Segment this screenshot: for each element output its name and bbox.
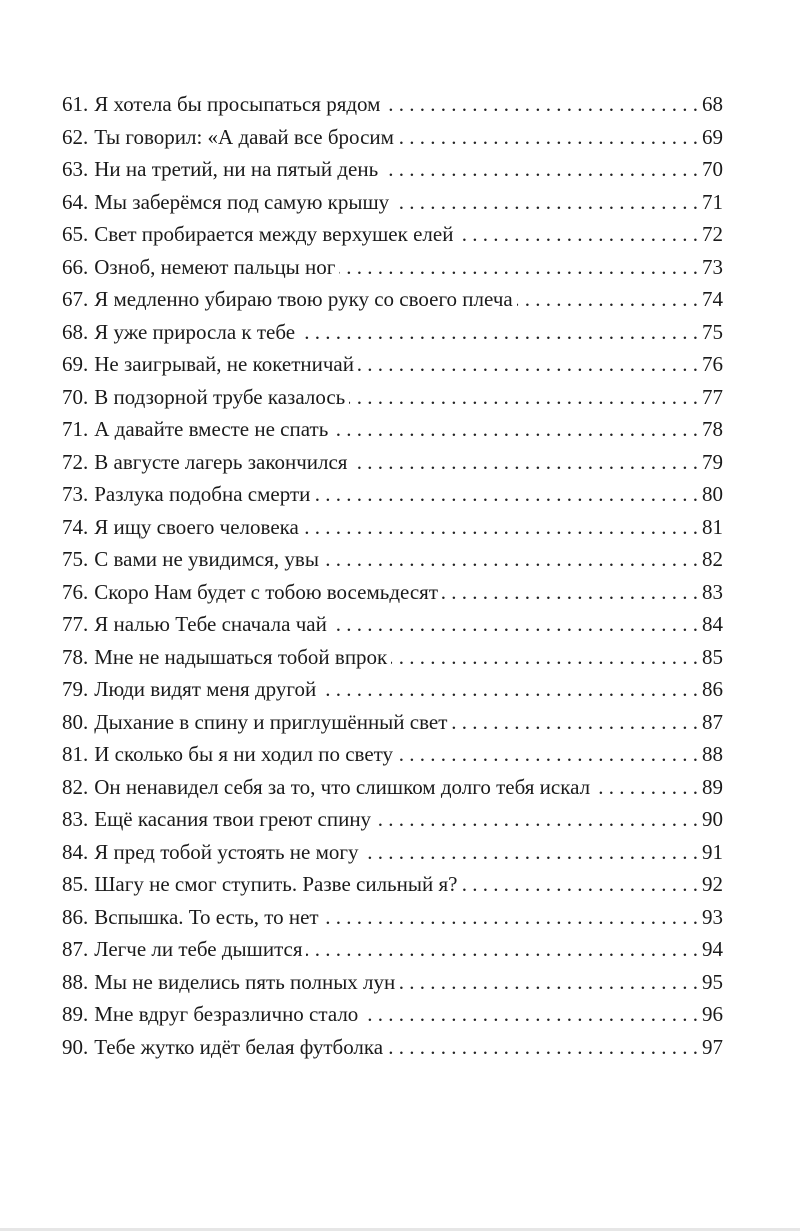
entry-page-number: 97: [702, 1034, 723, 1059]
toc-entry[interactable]: [62, 218, 723, 251]
toc-entry[interactable]: [62, 121, 723, 154]
entry-page-number: 94: [702, 937, 723, 961]
entry-page-number: 77: [702, 384, 723, 409]
dot-leader: [382, 153, 698, 186]
dot-leader: [451, 706, 698, 739]
entry-page-number: 89: [702, 774, 723, 799]
toc-entry[interactable]: [62, 316, 723, 349]
entry-number: 86.: [62, 904, 89, 929]
toc-entry[interactable]: [62, 153, 723, 186]
dot-leader: [306, 933, 698, 966]
entry-page-number: 76: [702, 352, 723, 376]
dot-leader: [332, 413, 698, 446]
toc-entry[interactable]: [62, 283, 723, 316]
entry-title: Разлука подобна смерти: [94, 482, 311, 506]
entry-title: Ещё касания твои греют спину: [94, 807, 372, 831]
entry-title: Шагу не смог ступить. Разве сильный я?: [94, 872, 458, 896]
dot-leader: [461, 868, 698, 901]
entry-title: Дыхание в спину и приглушённый свет: [94, 709, 448, 734]
entry-page-number: 80: [702, 482, 723, 506]
toc-entry[interactable]: [62, 998, 723, 1031]
toc-entry[interactable]: [62, 706, 723, 739]
entry-number: 80.: [62, 709, 89, 734]
toc-entry[interactable]: [62, 608, 723, 641]
toc-entry[interactable]: [62, 771, 723, 804]
entry-page-number: 95: [702, 969, 723, 994]
entry-title: Мне не надышаться тобой впрок: [94, 644, 388, 669]
entry-number: 75.: [62, 547, 89, 571]
toc-entry[interactable]: [62, 836, 723, 869]
entry-page-number: 73: [702, 254, 723, 279]
toc-entry[interactable]: [62, 88, 723, 121]
entry-title: Люди видят меня другой: [94, 677, 317, 701]
dot-leader: [349, 381, 698, 414]
toc-entry[interactable]: [62, 446, 723, 479]
entry-title: И сколько бы я ни ходил по свету: [94, 742, 394, 766]
entry-page-number: 88: [702, 742, 723, 766]
dot-leader: [391, 641, 698, 674]
dot-leader: [399, 966, 698, 999]
entry-number: 79.: [62, 677, 89, 701]
entry-number: 81.: [62, 742, 89, 766]
dot-leader: [363, 836, 699, 869]
toc-entry[interactable]: [62, 933, 723, 966]
entry-page-number: 79: [702, 449, 723, 474]
toc-entry[interactable]: [62, 673, 723, 706]
toc-entry[interactable]: [62, 478, 723, 511]
toc-entry[interactable]: [62, 511, 723, 544]
entry-page-number: 83: [702, 579, 723, 604]
entry-number: 73.: [62, 482, 89, 506]
toc-entry[interactable]: [62, 251, 723, 284]
entry-number: 61.: [62, 92, 89, 116]
toc-entry[interactable]: [62, 641, 723, 674]
entry-number: 78.: [62, 644, 89, 669]
entry-page-number: 81: [702, 514, 723, 539]
entry-title: А давайте вместе не спать: [94, 417, 329, 441]
entry-title: Я ищу своего человека: [94, 514, 299, 539]
entry-title: Скоро Нам будет с тобою восемьдесят: [94, 579, 439, 604]
entry-number: 66.: [62, 254, 89, 279]
dot-leader: [594, 771, 698, 804]
entry-number: 64.: [62, 189, 89, 214]
entry-page-number: 85: [702, 644, 723, 669]
dot-leader: [393, 186, 698, 219]
toc-entry[interactable]: [62, 576, 723, 609]
toc-entry[interactable]: [62, 868, 723, 901]
entry-page-number: 87: [702, 709, 723, 734]
entry-number: 67.: [62, 287, 89, 311]
entry-title: Я пред тобой устоять не могу: [94, 839, 359, 864]
entry-number: 85.: [62, 872, 89, 896]
dot-leader: [375, 803, 698, 836]
entry-number: 76.: [62, 579, 89, 604]
dot-leader: [398, 121, 698, 154]
toc-entry[interactable]: [62, 1031, 723, 1064]
entry-number: 83.: [62, 807, 89, 831]
entry-title: Я уже приросла к тебе: [94, 319, 296, 344]
entry-number: 74.: [62, 514, 89, 539]
entry-number: 88.: [62, 969, 89, 994]
entry-number: 72.: [62, 449, 89, 474]
dot-leader: [320, 673, 698, 706]
dot-leader: [351, 446, 698, 479]
entry-number: 62.: [62, 124, 89, 149]
entry-page-number: 69: [702, 124, 723, 149]
dot-leader: [358, 348, 698, 381]
entry-page-number: 68: [702, 92, 723, 116]
entry-title: Свет пробирается между верхушек елей: [94, 222, 454, 246]
toc-entry[interactable]: [62, 413, 723, 446]
toc-entry[interactable]: [62, 803, 723, 836]
entry-title: В подзорной трубе казалось: [94, 384, 346, 409]
table-of-contents: [62, 88, 723, 1063]
toc-entry[interactable]: [62, 738, 723, 771]
toc-entry[interactable]: [62, 966, 723, 999]
entry-page-number: 90: [702, 807, 723, 831]
entry-title: Вспышка. То есть, то нет: [94, 904, 319, 929]
dot-leader: [323, 543, 698, 576]
entry-page-number: 91: [702, 839, 723, 864]
entry-title: Мы не виделись пять полных лун: [94, 969, 396, 994]
entry-title: Мы заберёмся под самую крышу: [94, 189, 390, 214]
toc-entry[interactable]: [62, 381, 723, 414]
dot-leader: [331, 608, 698, 641]
entry-title: Озноб, немеют пальцы ног: [94, 254, 336, 279]
entry-number: 87.: [62, 937, 89, 961]
entry-title: Я налью Тебе сначала чай: [94, 612, 327, 636]
dot-leader: [323, 901, 698, 934]
entry-page-number: 92: [702, 872, 723, 896]
entry-number: 65.: [62, 222, 89, 246]
entry-number: 89.: [62, 1002, 89, 1026]
entry-title: Ты говорил: «А давай все бросим: [94, 124, 394, 149]
entry-title: Тебе жутко идёт белая футболка: [94, 1034, 384, 1059]
entry-number: 82.: [62, 774, 89, 799]
entry-title: В августе лагерь закончился: [94, 449, 348, 474]
dot-leader: [397, 738, 698, 771]
entry-title: Он ненавидел себя за то, что слишком долго тебя искал: [94, 774, 591, 799]
entry-number: 70.: [62, 384, 89, 409]
dot-leader: [517, 283, 698, 316]
entry-page-number: 72: [702, 222, 723, 246]
dot-leader: [303, 511, 698, 544]
toc-entry[interactable]: [62, 186, 723, 219]
entry-page-number: 71: [702, 189, 723, 214]
entry-number: 63.: [62, 157, 89, 181]
dot-leader: [384, 88, 698, 121]
entry-number: 90.: [62, 1034, 89, 1059]
dot-leader: [457, 218, 698, 251]
entry-page-number: 70: [702, 157, 723, 181]
entry-page-number: 82: [702, 547, 723, 571]
entry-number: 77.: [62, 612, 89, 636]
entry-title: Ни на третий, ни на пятый день: [94, 157, 379, 181]
entry-page-number: 78: [702, 417, 723, 441]
entry-page-number: 93: [702, 904, 723, 929]
entry-title: Я хотела бы просыпаться рядом: [94, 92, 381, 116]
entry-title: Мне вдруг безразлично стало: [94, 1002, 359, 1026]
dot-leader: [387, 1031, 698, 1064]
dot-leader: [299, 316, 698, 349]
entry-title: Легче ли тебе дышится: [94, 937, 303, 961]
dot-leader: [362, 998, 698, 1031]
entry-page-number: 75: [702, 319, 723, 344]
entry-number: 68.: [62, 319, 89, 344]
dot-leader: [339, 251, 698, 284]
entry-number: 69.: [62, 352, 89, 376]
entry-page-number: 86: [702, 677, 723, 701]
dot-leader: [314, 478, 698, 511]
toc-entry[interactable]: [62, 348, 723, 381]
entry-title: С вами не увидимся, увы: [94, 547, 319, 571]
entry-title: Я медленно убираю твою руку со своего плеча: [94, 287, 513, 311]
entry-page-number: 96: [702, 1002, 723, 1026]
toc-entry[interactable]: [62, 901, 723, 934]
toc-entry[interactable]: [62, 543, 723, 576]
entry-number: 84.: [62, 839, 89, 864]
entry-page-number: 74: [702, 287, 723, 311]
entry-page-number: 84: [702, 612, 723, 636]
entry-number: 71.: [62, 417, 89, 441]
dot-leader: [442, 576, 698, 609]
entry-title: Не заигрывай, не кокетничай: [94, 352, 354, 376]
